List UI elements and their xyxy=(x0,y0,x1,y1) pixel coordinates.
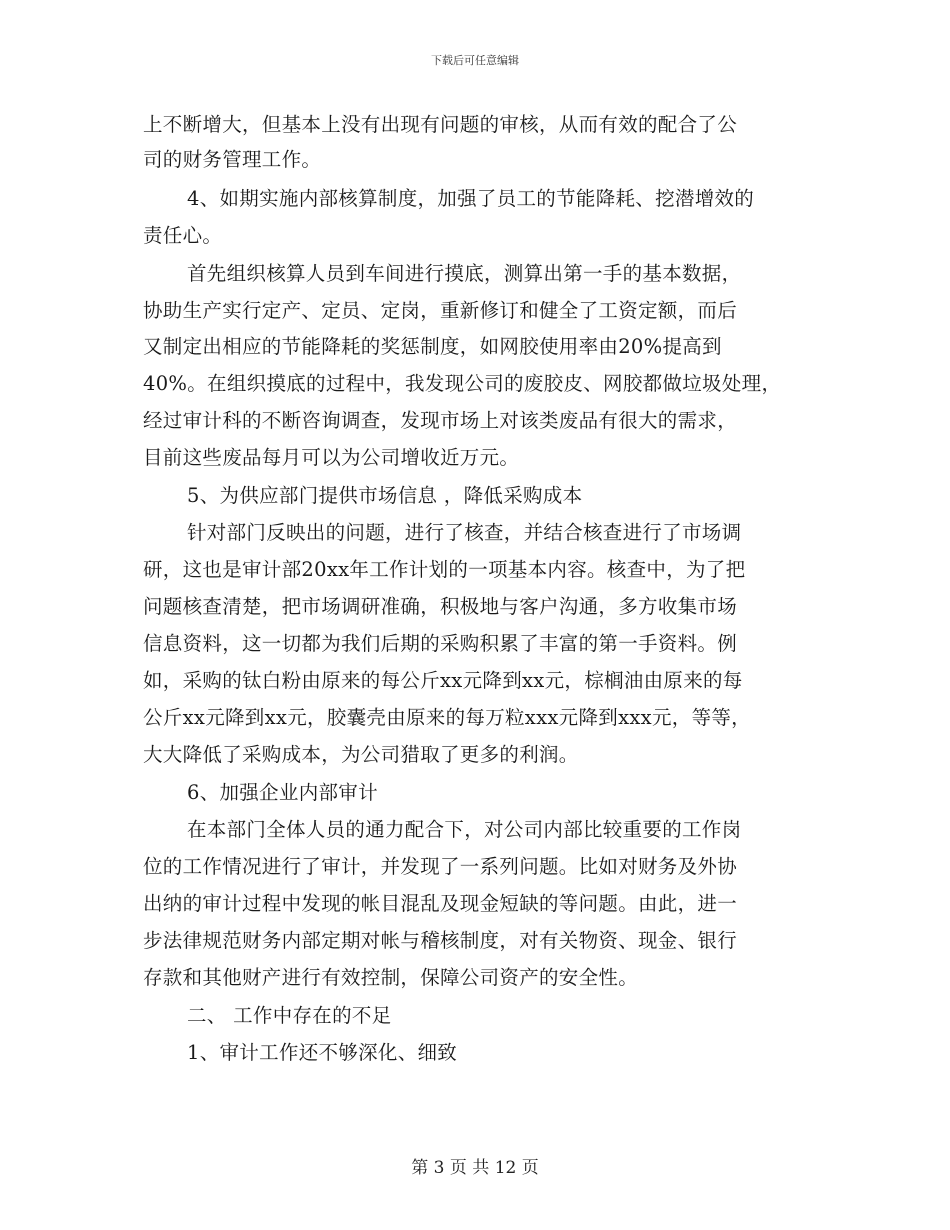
text-line: 6、加强企业内部审计 xyxy=(187,781,378,804)
text-line: 二、 工作中存在的不足 xyxy=(187,1004,392,1027)
text-line: 出纳的审计过程中发现的帐目混乱及现金短缺的等问题。由此，进一 xyxy=(143,892,738,915)
text-line: 存款和其他财产进行有效控制，保障公司资产的安全性。 xyxy=(143,966,639,989)
text-line: 位的工作情况进行了审计，并发现了一系列问题。比如对财务及外协 xyxy=(143,855,738,878)
text-line: 首先组织核算人员到车间进行摸底，测算出第一手的基本数据， xyxy=(187,262,742,285)
text-line: 协助生产实行定产、定员、定岗，重新修订和健全了工资定额，而后 xyxy=(143,299,738,322)
text-line: 信息资料，这一切都为我们后期的采购积累了丰富的第一手资料。例 xyxy=(143,632,738,655)
text-line: 大大降低了采购成本，为公司猎取了更多的利润。 xyxy=(143,743,579,766)
text-line: 如，采购的钛白粉由原来的每公斤xx元降到xx元，棕榈油由原来的每 xyxy=(143,669,743,692)
page-footer: 第 3 页 共 12 页 xyxy=(411,1158,539,1178)
text-line: 4、如期实施内部核算制度，加强了员工的节能降耗、挖潜增效的 xyxy=(187,187,755,210)
text-line: 1、审计工作还不够深化、细致 xyxy=(187,1041,458,1064)
text-line: 在本部门全体人员的通力配合下，对公司内部比较重要的工作岗 xyxy=(187,818,742,841)
text-line: 上不断增大，但基本上没有出现有问题的审核，从而有效的配合了公 xyxy=(143,113,738,136)
text-line: 步法律规范财务内部定期对帐与稽核制度，对有关物资、现金、银行 xyxy=(143,929,738,952)
text-line: 司的财务管理工作。 xyxy=(143,148,322,171)
text-line: 公斤xx元降到xx元，胶囊壳由原来的每万粒xxx元降到xxx元，等等， xyxy=(143,706,751,729)
text-line: 问题核查清楚，把市场调研准确，积极地与客户沟通，多方收集市场 xyxy=(143,595,738,618)
text-line: 又制定出相应的节能降耗的奖惩制度，如网胶使用率由20%提高到 xyxy=(143,335,722,358)
text-line: 责任心。 xyxy=(143,224,223,247)
text-line: 研，这也是审计部20xx年工作计划的一项基本内容。核查中，为了把 xyxy=(143,558,746,581)
text-line: 针对部门反映出的问题，进行了核查，并结合核查进行了市场调 xyxy=(187,521,742,544)
text-line: 40%。在组织摸底的过程中，我发现公司的废胶皮、网胶都做垃圾处理， xyxy=(143,372,782,395)
text-line: 目前这些废品每月可以为公司增收近万元。 xyxy=(143,446,520,469)
page-header: 下载后可任意编辑 xyxy=(431,54,519,67)
text-line: 5、为供应部门提供市场信息 ，降低采购成本 xyxy=(187,484,583,507)
text-line: 经过审计科的不断咨询调查，发现市场上对该类废品有很大的需求， xyxy=(143,409,738,432)
